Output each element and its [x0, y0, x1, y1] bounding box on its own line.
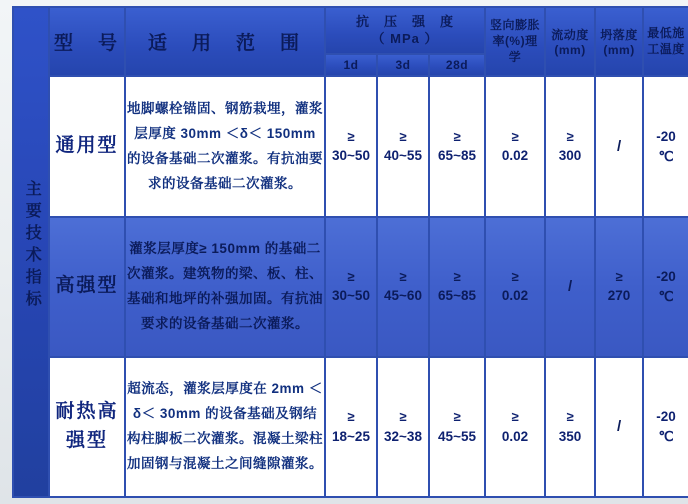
header-min-temp-label: 最低施工温度	[647, 26, 685, 56]
row-high-strength-1d	[325, 217, 377, 357]
row-high-strength-3d	[377, 217, 429, 357]
row-high-strength-expansion	[485, 217, 545, 357]
value: 350	[558, 428, 582, 444]
ge-symbol: ≥	[615, 268, 623, 284]
ge-symbol: ≥	[511, 128, 519, 144]
value: 45~55	[438, 428, 476, 444]
unit: ℃	[658, 428, 674, 444]
row-high-strength-28d	[429, 217, 485, 357]
header-compressive-strength-title: 抗 压 强 度	[356, 14, 455, 30]
row-heat-resistant-28d	[429, 357, 485, 497]
table-row	[13, 217, 688, 357]
row-heat-resistant-3d	[377, 357, 429, 497]
header-compressive-strength-unit: （ MPa ）	[371, 30, 439, 46]
row-general-slump: /	[595, 76, 643, 216]
value: 300	[558, 148, 582, 164]
value: 32~38	[384, 428, 422, 444]
header-slump	[595, 7, 643, 76]
table-row	[13, 76, 688, 216]
row-model-general: 通用型	[49, 76, 125, 216]
row-heat-resistant-slump: /	[595, 357, 643, 497]
row-heat-resistant-fluidity	[545, 357, 595, 497]
ge-symbol: ≥	[453, 409, 461, 425]
header-slump-label: 坍落度	[600, 28, 638, 43]
row-general-min-temp	[643, 76, 688, 216]
header-scope: 适 用 范 围	[125, 7, 325, 76]
header-fluidity-unit: (mm)	[554, 43, 586, 58]
value: 40~55	[384, 148, 422, 164]
header-row-top	[13, 7, 688, 54]
header-expansion-rate-label: 竖向膨胀率(%)理学	[490, 18, 541, 64]
vertical-banner	[13, 7, 49, 497]
header-min-temp	[643, 7, 688, 76]
row-general-28d	[429, 76, 485, 216]
value: 0.02	[501, 288, 529, 304]
ge-symbol: ≥	[566, 409, 574, 425]
header-strength-28d: 28d	[429, 54, 485, 76]
value: 30~50	[332, 148, 370, 164]
row-high-strength-min-temp	[643, 217, 688, 357]
header-strength-1d: 1d	[325, 54, 377, 76]
ge-symbol: ≥	[511, 268, 519, 284]
header-fluidity	[545, 7, 595, 76]
row-high-strength-slump	[595, 217, 643, 357]
row-general-expansion	[485, 76, 545, 216]
ge-symbol: ≥	[511, 409, 519, 425]
value: -20	[656, 128, 676, 144]
value: 65~85	[438, 148, 476, 164]
header-compressive-strength	[325, 7, 485, 54]
row-general-fluidity	[545, 76, 595, 216]
ge-symbol: ≥	[566, 128, 574, 144]
row-model-high-strength: 高强型	[49, 217, 125, 357]
value: 45~60	[384, 288, 422, 304]
row-high-strength-fluidity: /	[545, 217, 595, 357]
ge-symbol: ≥	[347, 268, 355, 284]
unit: ℃	[658, 148, 674, 164]
header-model: 型 号	[49, 7, 125, 76]
header-strength-3d: 3d	[377, 54, 429, 76]
row-general-3d	[377, 76, 429, 216]
vertical-banner-label: 主要技术指标	[23, 180, 41, 313]
row-heat-resistant-expansion	[485, 357, 545, 497]
row-heat-resistant-min-temp	[643, 357, 688, 497]
ge-symbol: ≥	[347, 128, 355, 144]
technical-spec-table	[12, 6, 688, 498]
value: -20	[656, 269, 676, 285]
value: 18~25	[332, 428, 370, 444]
row-scope-heat-resistant: 超流态，灌浆层厚度在 2mm ＜δ＜ 30mm 的设备基础及钢结构柱脚板二次灌浆。混凝土梁柱加固钢与混凝土之间缝隙灌浆。	[125, 357, 325, 497]
value: 30~50	[332, 288, 370, 304]
ge-symbol: ≥	[453, 268, 461, 284]
ge-symbol: ≥	[399, 409, 407, 425]
ge-symbol: ≥	[399, 268, 407, 284]
ge-symbol: ≥	[399, 128, 407, 144]
header-slump-unit: (mm)	[603, 43, 635, 58]
ge-symbol: ≥	[347, 409, 355, 425]
value: -20	[656, 409, 676, 425]
value: 0.02	[501, 428, 529, 444]
table-row	[13, 357, 688, 497]
header-fluidity-label: 流动度	[551, 28, 589, 43]
ge-symbol: ≥	[453, 128, 461, 144]
row-heat-resistant-1d	[325, 357, 377, 497]
value: 270	[607, 288, 631, 304]
value: 0.02	[501, 148, 529, 164]
row-model-heat-resistant: 耐热高强型	[49, 357, 125, 497]
row-scope-general: 地脚螺栓锚固、钢筋栽埋，灌浆层厚度 30mm ＜δ＜ 150mm 的设备基础二次灌浆。有抗油要求的设备基础二次灌浆。	[125, 76, 325, 216]
value: 65~85	[438, 288, 476, 304]
unit: ℃	[658, 288, 674, 304]
row-scope-high-strength: 灌浆层厚度≥ 150mm 的基础二次灌浆。建筑物的梁、板、柱、基础和地坪的补强加固。有抗油要求的设备基础二次灌浆。	[125, 217, 325, 357]
header-expansion-rate	[485, 7, 545, 76]
row-general-1d	[325, 76, 377, 216]
